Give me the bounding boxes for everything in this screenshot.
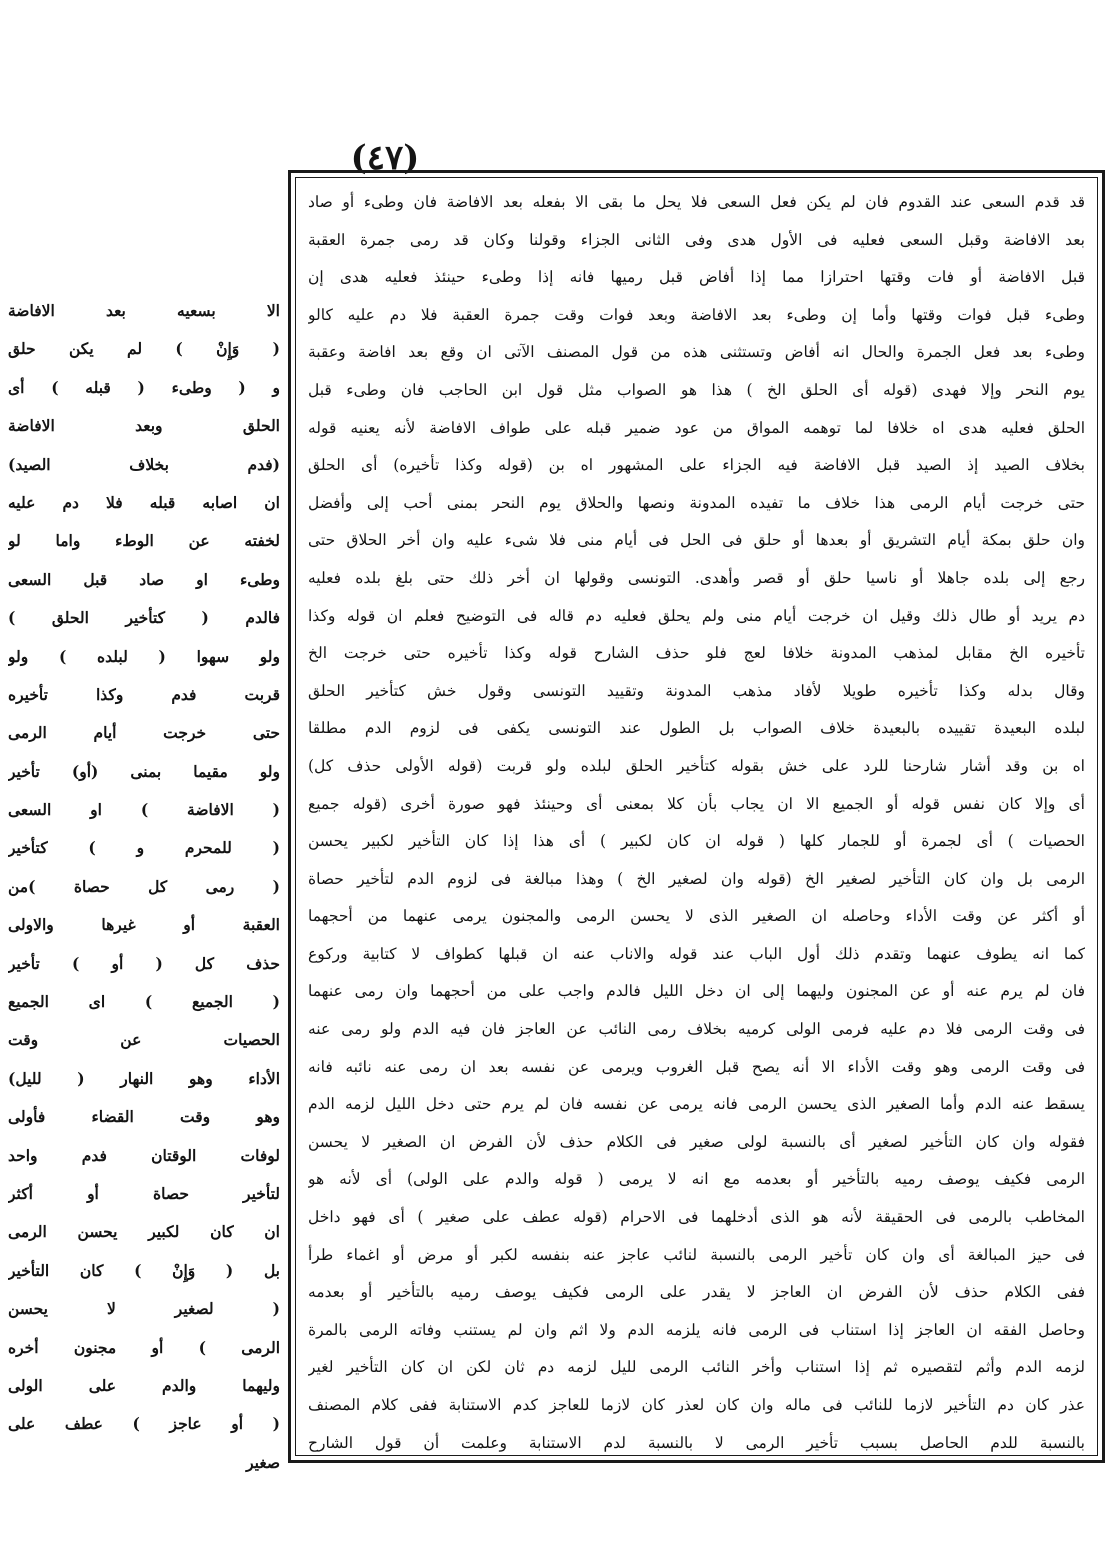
margin-text-line: حتى خرجت أيام الرمى [8, 723, 280, 743]
main-text-line: الرمى فكيف يوصف رميه بالتأخير أو بعدمه مع انه لا يرمى ( قوله والدم على الولى) أى لأنه هو [308, 1170, 1085, 1189]
main-text-line: فان لم يرم عنه أو عن المجنون وليهما إلى ان دخل الليل فالدم واجب على من أحجهما وان رمى عنهما [308, 982, 1085, 1001]
main-text-line: فقوله وان كان التأخير لصغير أى بالنسبة لولى صغير فى الكلام حذف لأن الفرض ان الصغير لا يحسن [308, 1132, 1085, 1151]
page-number: (٤٧) [350, 138, 420, 178]
main-text-line: كما انه يطوف عنهما وتقدم ذلك أول الباب عند قوله والاناب عنه ان قبلها كطواف لا كتابية وركوع [308, 944, 1085, 963]
margin-text-line: ( وَإِنْ ) لم يكن حلق [8, 339, 280, 359]
margin-text-line: وطىء او صاد قبل السعى [8, 569, 280, 589]
margin-text-line: وليهما والدم على الولى [8, 1375, 280, 1395]
margin-text-line: لخفته عن الوطء واما لو [8, 531, 280, 551]
main-text-line: يسقط عنه الدم وأما الصغير الذى يحسن الرمى فانه يرمى عن نفسه فان لم يرم حتى دخل الليل لزمه الدم [308, 1095, 1085, 1114]
margin-text-line: ( لصغير لا يحسن [8, 1299, 280, 1319]
main-text-line: بالنسبة للدم الحاصل بسبب تأخير الرمى لا بالنسبة لدم الاستنابة وعلمت أن قول الشارح [308, 1433, 1085, 1452]
main-text-line: فى وقت الرمى وهو وقت الأداء الا أنه يصح قبل الغروب ويرمى عن نفسه بعد ان رمى عنه نائبه فانه [308, 1057, 1085, 1076]
margin-text-line: ان اصابه قبله فلا دم عليه [8, 492, 280, 512]
main-text-line: قبل الافاضة أو فات وقتها احترازا مما إذا أفاض قبل رميها فانه إذا وطىء حينئذ فعليه هدى إن [308, 268, 1085, 287]
margin-text-line: ولو مقيما بمنى (أو) تأخير [8, 761, 280, 781]
main-text-line: يوم النحر وإلا فهدى (قوله أى الحلق الخ ) هذا هو الصواب مثل قول ابن الحاجب فان وطىء قبل [308, 380, 1085, 399]
margin-text-line: الا بسعيه بعد الافاضة [8, 301, 280, 320]
main-text-line: بعد الافاضة وقبل السعى فعليه فى الأول هدى وفى الثانى الجزاء وقولنا وكان قد رمى جمرة العقبة [308, 230, 1085, 249]
main-text-line: فى وقت الرمى فلا دم عليه فرمى الولى كرميه بخلاف رمى النائب عن العاجز فان فيه الدم ولو رمى عنه [308, 1020, 1085, 1039]
margin-text-line: (فدم بخلاف الصيد) [8, 454, 280, 474]
margin-text-line: حذف كل ( أو ) تأخير [8, 953, 280, 973]
main-text-line: وطىء بعد فعل الجمرة والحال انه أفاض وتستثنى هذه من قول المصنف الآتى ان وقع بعد افاضة وعقبة [308, 343, 1085, 362]
main-text-line: وان حلق بمكة أيام التشريق أو بعدها أو حلق فى الحل فى أيام منى فلا شىء عليه وان أخر الحلاق حتى [308, 531, 1085, 550]
main-text-line: لزمه الدم وأثم لتقصيره ثم إذا استناب وأخر النائب الرمى لليل لزمه دم ثان لكن ان كان التأخير لغير [308, 1358, 1085, 1377]
margin-text-line: ( الافاضة ) او السعى [8, 800, 280, 820]
margin-text-line: بل ( وَإِنْ ) كان التأخير [8, 1260, 280, 1280]
margin-text-line: لوفات الوقتان فدم واحد [8, 1145, 280, 1165]
margin-text-line: وهو وقت القضاء فأولى [8, 1107, 280, 1127]
main-text-line: وطىء قبل فوات وقتها وأما إن وطىء بعد الافاضة وبعد فوات وقت جمرة العقبة فلا دم عليه كالو [308, 305, 1085, 324]
main-text-line: وحاصل الفقه ان العاجز إذا استناب فى الرمى فانه يلزمه الدم ولا اثم وان لم يستنب وفاته الرمى بالمرة [308, 1320, 1085, 1339]
main-text-line: الحلق فعليه هدى اه خلافا لما توهمه المواق من عود ضمير قبله على طواف الافاضة لأنه يعنيه قوله [308, 418, 1085, 437]
main-text-line: ففى الكلام حذف لأن الفرض ان العاجز لا يقدر على الرمى فكيف يوصف رميه بالتأخير أو بعدمه [308, 1283, 1085, 1302]
main-text-line: دم يريد أو طال ذلك وقيل ان خرجت أيام منى ولم يحلق فعليه دم قاله فى التوضيح فعلم ان قوله وكذا [308, 606, 1085, 625]
margin-text-line: العقبة أو غيرها والاولى [8, 915, 280, 935]
margin-text-line: ( الجميع ) اى الجميع [8, 992, 280, 1012]
main-text-line: وقال بدله وكذا تأخيره طويلا لأفاد مذهب المدونة وتقييد التونسى وقول خش كتأخير الحلق [308, 681, 1085, 700]
margin-text-line: صغير [246, 1452, 280, 1472]
margin-text-line: و ( وطىء ( قبله ) أى [8, 377, 280, 397]
margin-text-line: ولو سهوا ( لبلده ) ولو [8, 646, 280, 666]
margin-text-line: قربت فدم وكذا تأخيره [8, 684, 280, 704]
margin-text-line: الحلق وبعد الافاضة [8, 416, 280, 436]
main-text-line: اه بن وقد أشار شارحنا للرد على خش بقوله كتأخير الحلق لبلده ولو قربت (قوله الأولى حذف كل) [308, 756, 1085, 775]
main-text-block [308, 184, 1085, 1462]
margin-text-line: فالدم ( كتأخير الحلق ) [8, 608, 280, 628]
margin-text-line: ان كان لكبير يحسن الرمى [8, 1222, 280, 1242]
margin-text-line: ( رمى كل حصاة )من [8, 876, 280, 896]
main-text-line: فى حيز المبالغة أى وان كان تأخير الرمى بالنسبة لنائب عاجز عنه بنفسه لكبر أو مرض أو اغماء طرأ [308, 1245, 1085, 1264]
main-text-line: رجع إلى بلده جاهلا أو ناسيا حلق أو قصر وأهدى. التونسى وقولها ان أخر ذلك حتى بلغ بلده فعليه [308, 568, 1085, 587]
main-text-line: أى وإلا كان نفس قوله أو الجميع الا ان يجاب بأن كلا بمعنى أى وحينئذ فهو صورة أخرى (قوله جميع [308, 794, 1085, 813]
main-text-line: أو أكثر عن وقت الأداء وحاصله ان الصغير الذى لا يحسن الرمى والمجنون يرمى عنهما من أحجهما [308, 907, 1085, 926]
margin-text-line: الرمى ) أو مجنون أخره [8, 1337, 280, 1357]
main-text-frame-inner [295, 177, 1098, 1456]
main-text-line: المخاطب بالرمى فى الحقيقة لأنه هو الذى أدخلهما فى الاحرام (قوله عطف على صغير ) أى فهو داخل [308, 1208, 1085, 1227]
margin-text-line: الأداء وهو النهار ( لليل) [8, 1068, 280, 1088]
main-text-line: الحصيات ) أى لجمرة أو للجمار كلها ( قوله ان كان لكبير ) أى هذا إذا كان التأخير لكبير يحسن [308, 832, 1085, 851]
main-text-line: بخلاف الصيد إذ الصيد قبل الافاضة فيه الجزاء على المشهور اه بن (قوله وكذا تأخيره) أى الحلق [308, 456, 1085, 475]
main-text-line: لبلده البعيدة تقييده بالبعيدة خلاف الصواب بل الطول عند التونسى يكفى فى لزوم الدم مطلقا [308, 719, 1085, 738]
main-text-line: تأخيره الخ مقابل لمذهب المدونة خلافا لعج فلو حذف الشارح قوله وكذا تأخيره حتى خرجت الخ [308, 644, 1085, 663]
main-text-line: قد قدم السعى عند القدوم فان لم يكن فعل السعى فلا يحل ما بقى الا بفعله بعد الافاضة فان وطىء أو صاد [308, 193, 1085, 211]
margin-text-line: ( للمحرم و ) كتأخير [8, 838, 280, 858]
margin-text-line: لتأخير حصاة أو أكثر [8, 1183, 280, 1203]
margin-commentary [8, 292, 280, 1482]
margin-text-line: الحصيات عن وقت [8, 1030, 280, 1050]
main-text-frame [288, 170, 1105, 1463]
main-text-line: عذر كان دم التأخير لازما للنائب فى ماله وان كان لعذر كان لازما للعاجز كدم الاستنابة ففى كلام المصنف [308, 1396, 1085, 1414]
main-text-line: حتى خرجت أيام الرمى هذا خلاف ما تفيده المدونة ونصها والحلاق يوم النحر بمنى أحب إلى وأفضل [308, 493, 1085, 512]
margin-text-line: ( أو عاجز ) عطف على [8, 1414, 280, 1434]
main-text-line: الرمى بل وان كان التأخير لصغير الخ (قوله وان لصغير الخ ) وهذا مبالغة فى لزوم الدم لتأخير حصاة [308, 869, 1085, 888]
